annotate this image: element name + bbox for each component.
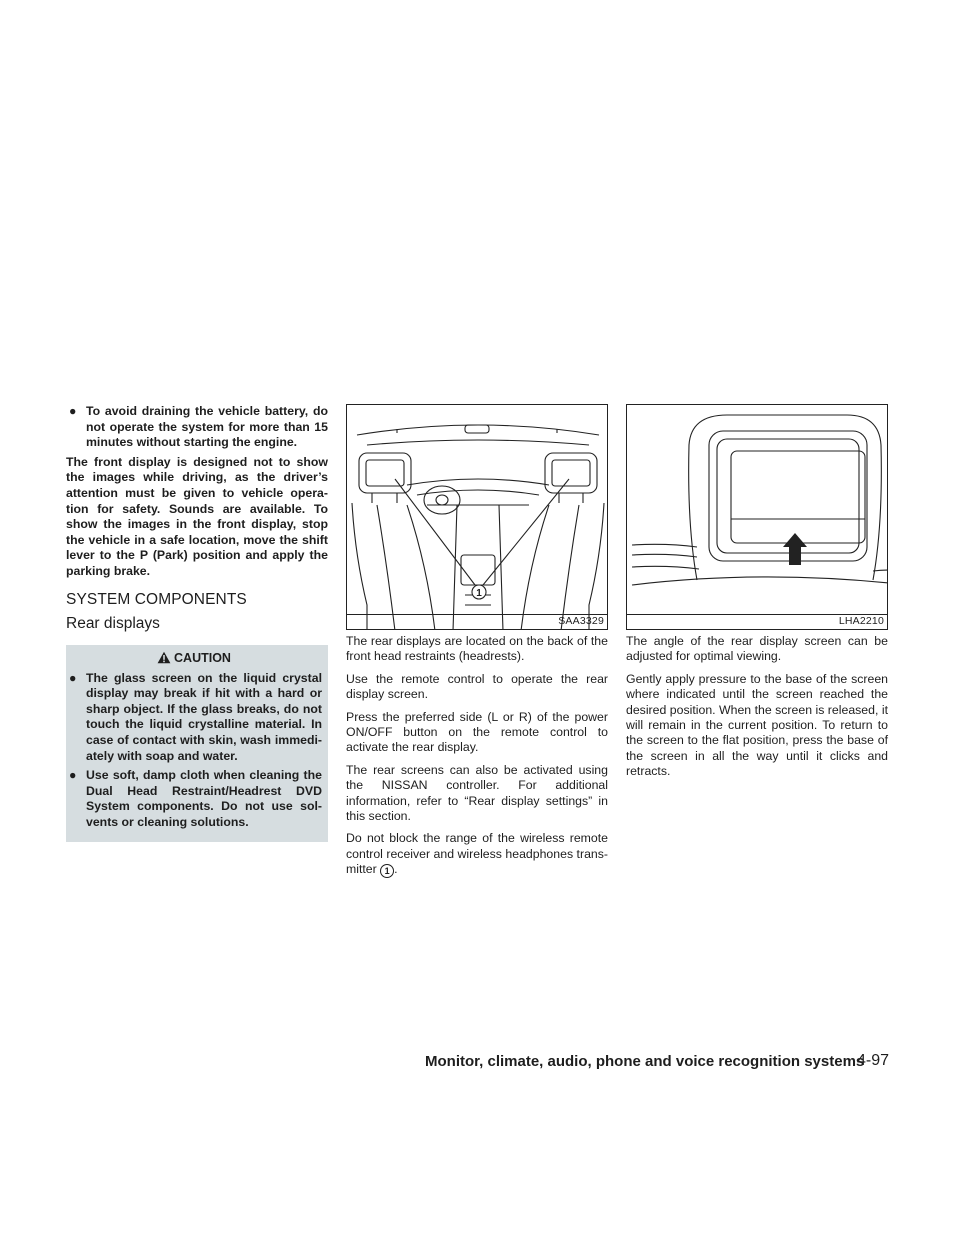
paragraph: Use the remote control to operate the rear display screen. [346,671,608,702]
screen-angle-illustration [627,405,888,630]
column-middle [346,404,608,885]
caution-title: CAUTION [174,650,231,665]
arrow-up-icon [783,533,807,565]
column-right [626,404,888,787]
paragraph: The angle of the rear display screen can be adjusted for optimal viewing. [626,634,888,664]
front-display-warning: The front display is designed not to show the images while driving, as the driver’s attention must be given to vehicle opera- tion for safety. Sounds are available. To show the images in the front display, stop the vehicle in a safe location, move the shift lever to the P (Park) position and apply the parking brake. [66,454,328,578]
paragraph: The rear displays are located on the back of the front head restraints (headrests). [346,634,608,664]
figure-id: SAA3329 [558,615,604,627]
svg-text:1: 1 [476,588,482,599]
battery-note-text: To avoid draining the vehicle battery, do not operate the system for more than 15 minutes without starting the engine. [86,404,328,450]
bullet-icon: ● [69,670,77,685]
section-heading: SYSTEM COMPONENTS [66,590,247,608]
figure-rear-displays [346,404,608,630]
paragraph: Press the preferred side (L or R) of the power ON/OFF button on the remote control to activate the rear display. [346,709,608,755]
figure-screen-angle [626,404,888,630]
caution-item-cleaning [66,768,322,830]
callout-1-icon: 1 [380,864,394,878]
paragraph: Do not block the range of the wireless remote control receiver and wireless headphones trans- mitter 1 . [346,831,608,877]
section-footer: Monitor, climate, audio, phone and voice recognition systems [425,1053,865,1070]
warning-triangle-icon [157,651,171,664]
paragraph: Gently apply pressure to the base of the screen where indicated until the screen reached the desired position. When the screen is released, it will remain in the current position. To return to the screen to the flat position, press the base of the screen in all the way until it clicks and retracts. [626,671,888,779]
column-left [66,404,328,842]
caution-item-text: Use soft, damp cloth when cleaning the Dual Head Restraint/Headrest DVD System components. Do not use sol- vents or cleaning solutions. [86,768,322,829]
bullet-icon: ● [69,404,77,418]
battery-note [66,404,328,451]
rear-displays-illustration [347,405,608,630]
figure-id: LHA2210 [838,615,884,627]
caution-header [66,651,322,665]
callout-1 [472,585,486,599]
caution-box [66,645,328,843]
caution-item-text: The glass screen on the liquid crystal display may break if hit with a hard or sharp object. If the glass breaks, do not touch the liquid crystalline material. In case of contact with skin, wash immedi- ately with soap and water. [86,670,322,763]
subsection-heading: Rear displays [66,614,160,632]
caution-item-glass [66,671,322,765]
paragraph: The rear screens can also be activated using the NISSAN controller. For additional information, refer to “Rear display settings” in this section. [346,762,608,824]
bullet-icon: ● [69,768,77,783]
page-number: 4-97 [857,1052,890,1069]
